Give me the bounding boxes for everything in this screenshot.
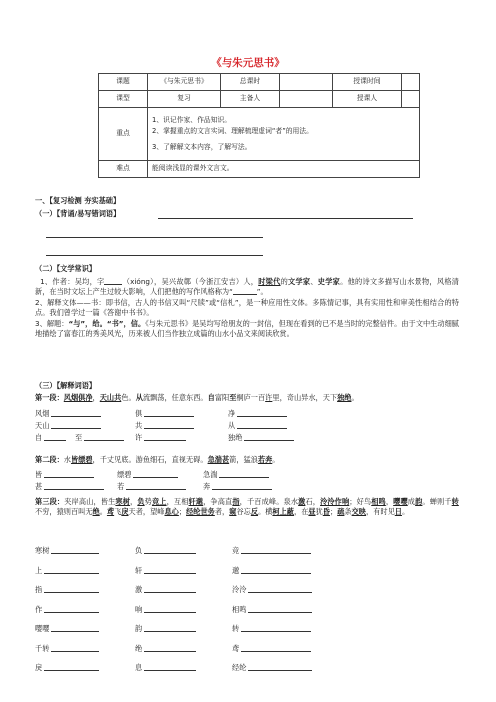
page-title: 《与朱元思书》 [211, 57, 285, 69]
key-point-3: 3、了解解文本内容，了解写法。 [152, 142, 252, 151]
answer-blank[interactable] [144, 421, 194, 429]
answer-blank[interactable] [212, 482, 272, 490]
key-points-cell [148, 108, 420, 161]
answer-blank[interactable] [244, 433, 294, 441]
section-heading-review: 一、【复习检测 夯实基础】 [35, 196, 121, 205]
label-teacher: 授课人 [333, 91, 402, 108]
answer-blank[interactable] [44, 470, 94, 478]
label-topic: 课题 [99, 74, 148, 91]
answer-blank[interactable] [241, 546, 311, 554]
answer-blank[interactable] [219, 470, 269, 478]
value-lesson-type: 复习 [148, 91, 221, 108]
label-difficulty: 难点 [99, 161, 148, 178]
value-difficulty: 能阅读浅显的课外文言文。 [148, 161, 420, 178]
answer-line[interactable] [46, 255, 263, 256]
vocab-grid-2 [35, 470, 465, 494]
value-teacher [402, 91, 420, 108]
table-row [99, 108, 420, 161]
list-item: 指 激 泠泠 [35, 585, 465, 605]
subsection-literature: （二）【文学常识】 [35, 264, 97, 273]
list-item: 甚 若 奔 [35, 482, 465, 494]
answer-blank[interactable] [144, 566, 196, 574]
title-explanation: 3、解题：“与”，给。“书”，信。《与朱元思书》是吴均写给朋友的一封信，但现在看到的已不是当时的完整信件。由于文中生动细腻地描绘了富春江的秀美风光，历来被人们当作独立成篇的山水小品文来阅读欣赏。 [35, 318, 459, 339]
value-total-hours [280, 74, 333, 91]
answer-line[interactable] [158, 218, 413, 219]
paragraph-3-text: 第三段：夹岸高山，皆生寒树，负势竞上，互相轩邈，争高直指，千百成峰。泉水激石，泠泠作响；好鸟相鸣，嘤嘤成韵。蝉则千转不穷，猿则百叫无绝。鸢飞戾天者，望峰息心；经纶世务者，窥谷忘反。横柯上蔽，在昼犹昏；疏条交映，有时见日。 [35, 497, 459, 517]
list-item: 风烟 俱 净 [35, 409, 465, 421]
answer-blank[interactable] [241, 566, 311, 574]
answer-blank[interactable] [44, 433, 66, 441]
answer-blank[interactable] [144, 605, 196, 613]
answer-blank[interactable] [84, 433, 124, 441]
literature-notes [35, 277, 459, 340]
author-note: 1、作者：吴均，字 （xióng），吴兴故鄣（今浙江安吉）人，时梁代的文学家、史学家。他的诗文多描写山水景物，风格清新，在当时文坛上产生过较大影响，人们把他的写作风格称为“ ”。 [35, 277, 459, 297]
answer-blank[interactable] [248, 663, 312, 671]
list-item: 寒树 负 竞 [35, 546, 465, 566]
lesson-info-table [98, 73, 420, 178]
list-item: 自 至 许 独绝 [35, 433, 465, 445]
answer-blank[interactable] [51, 624, 99, 632]
vocab-grid-1 [35, 409, 465, 445]
key-point-1: 1、识记作家、作品知识。 [152, 116, 232, 125]
answer-blank[interactable] [51, 421, 101, 429]
list-item: 戾 息 经纶 [35, 663, 465, 683]
value-topic: 《与朱元思书》 [148, 74, 221, 91]
answer-blank[interactable] [144, 624, 196, 632]
answer-blank[interactable] [44, 482, 104, 490]
answer-blank[interactable] [144, 663, 196, 671]
answer-blank[interactable] [144, 409, 194, 417]
answer-blank[interactable] [144, 546, 196, 554]
paragraph-2-text: 第二段：水皆缥碧，千丈见底。游鱼细石，直视无碍。急湍甚箭，猛浪若奔。 [35, 455, 280, 464]
key-point-2: 2、掌握重点的文言实词、理解梳理虚词“者”的用法。 [152, 127, 313, 136]
label-teaching-time: 授课时间 [333, 74, 402, 91]
table-row [99, 74, 420, 91]
paragraph-1-text: 第一段：风烟俱净，天山共色。从流飘荡，任意东西。自富阳至桐庐一百许里，奇山异水，天下独绝。 [35, 393, 359, 402]
answer-blank[interactable] [233, 287, 257, 295]
label-lesson-type: 课型 [99, 91, 148, 108]
list-item: 嘤嘤 韵 转 [35, 624, 465, 644]
list-item: 千转 绝 鸢 [35, 644, 465, 664]
list-item: 上 轩 邈 [35, 566, 465, 586]
answer-blank[interactable] [44, 566, 99, 574]
vocab-grid-3 [35, 546, 465, 683]
label-main-preparer: 主备人 [221, 91, 280, 108]
answer-blank[interactable] [133, 470, 178, 478]
answer-blank[interactable] [44, 585, 99, 593]
answer-blank[interactable] [144, 585, 196, 593]
answer-blank[interactable] [51, 644, 99, 652]
label-total-hours: 总课时 [221, 74, 280, 91]
answer-blank[interactable] [144, 433, 186, 441]
value-teaching-time [402, 74, 420, 91]
answer-blank[interactable] [104, 277, 122, 285]
table-row [99, 91, 420, 108]
answer-blank[interactable] [237, 409, 287, 417]
subsection-recite: （一）【背诵/易写错词语】 [35, 209, 121, 218]
answer-blank[interactable] [241, 644, 311, 652]
list-item: 作 响 相鸣 [35, 605, 465, 625]
label-key-points: 重点 [99, 108, 148, 161]
genre-note: 2、解释文体——书：即书信，古人的书信又叫“尺牍”或“信札”，是一种应用性文体。多陈情记事，具有实用性和审美性相结合的特点。我们曾学过一篇《答谢中书书》。 [35, 297, 459, 318]
answer-blank[interactable] [144, 644, 196, 652]
answer-blank[interactable] [44, 605, 99, 613]
value-main-preparer [280, 91, 333, 108]
answer-blank[interactable] [248, 605, 312, 613]
answer-blank[interactable] [248, 585, 312, 593]
answer-blank[interactable] [237, 421, 287, 429]
answer-line[interactable] [46, 237, 263, 238]
list-item: 皆 缥碧 急湍 [35, 470, 465, 482]
answer-blank[interactable] [126, 482, 186, 490]
subsection-vocabulary: （三）【解释词语】 [35, 381, 97, 390]
list-item: 天山 共 从 [35, 421, 465, 433]
table-row [99, 161, 420, 178]
answer-blank[interactable] [51, 546, 99, 554]
answer-blank[interactable] [51, 409, 101, 417]
answer-blank[interactable] [44, 663, 99, 671]
answer-blank[interactable] [241, 624, 311, 632]
